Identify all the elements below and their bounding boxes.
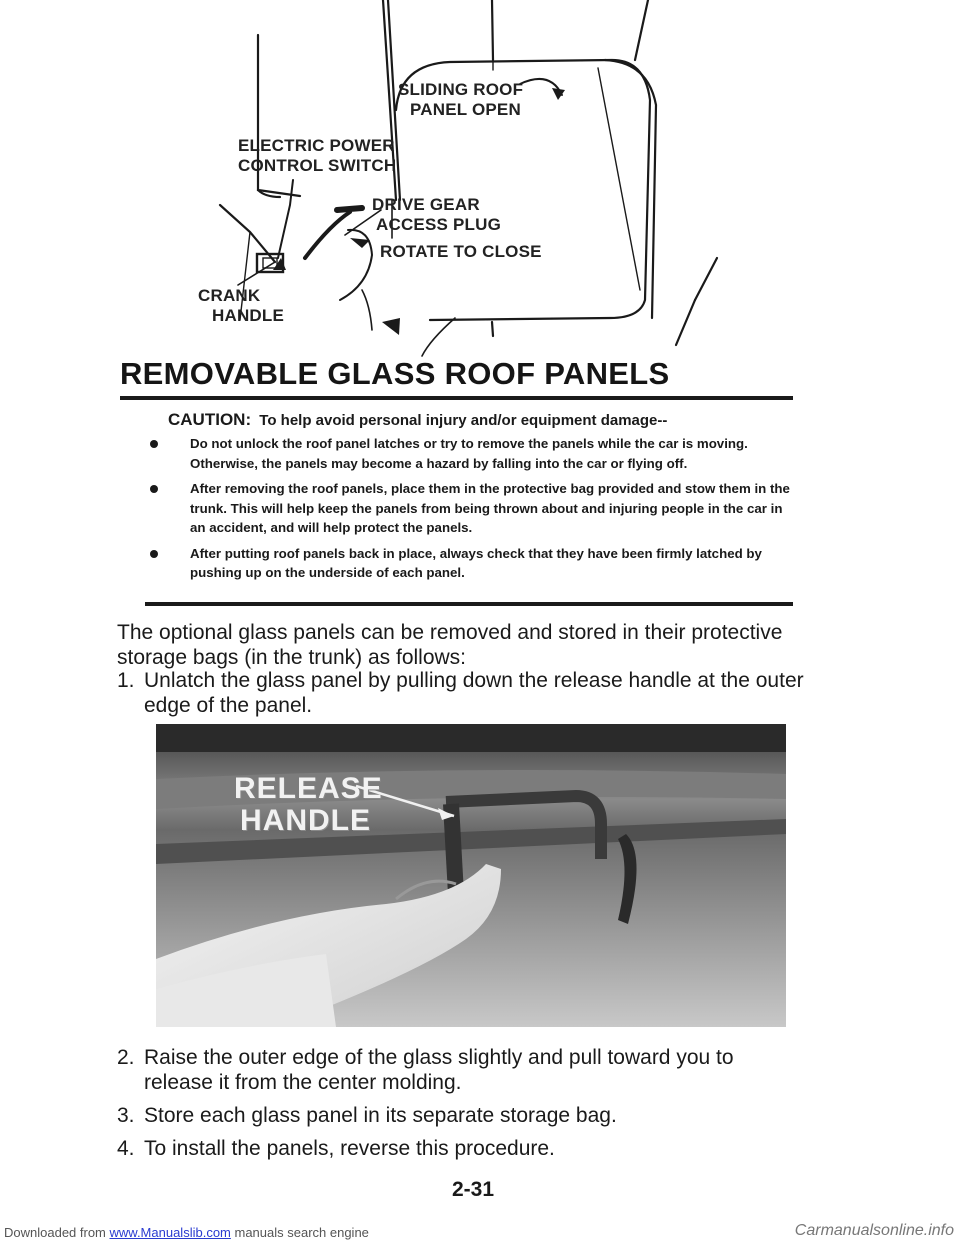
caution-item: Do not unlock the roof panel latches or try to remove the panels while the car is moving. Otherwise, the panels may become a hazard by falling into the car or flying off.	[168, 434, 793, 473]
footer-download-note: Downloaded from www.Manualslib.com manuals search engine	[4, 1225, 369, 1240]
step-item: 3. Store each glass panel in its separate storage bag.	[117, 1104, 617, 1127]
caution-list	[168, 434, 793, 589]
caution-item: After removing the roof panels, place them in the protective bag provided and stow them in the trunk. This will help keep the panels from being thrown about and injuring people in the car in an accident, and will help protect the panels.	[168, 479, 793, 538]
callout-electric-switch: ELECTRIC POWER CONTROL SWITCH	[238, 136, 397, 175]
callout-crank-handle: CRANK HANDLE	[198, 286, 285, 325]
bullet-icon	[150, 550, 158, 558]
callout-sliding-roof: SLIDING ROOF PANEL OPEN	[398, 80, 524, 119]
caution-label: CAUTION:	[168, 410, 252, 429]
step-item: 1. Unlatch the glass panel by pulling down the release handle at the outer edge of the panel.	[117, 669, 804, 717]
roof-diagram	[100, 0, 800, 360]
photo-drawing	[156, 724, 786, 1027]
caution-heading	[168, 410, 793, 431]
callout-drive-gear: DRIVE GEAR ACCESS PLUG	[372, 195, 501, 234]
release-handle-photo	[156, 724, 786, 1027]
page-number: 2-31	[452, 1178, 495, 1201]
section-title: REMOVABLE GLASS ROOF PANELS	[120, 356, 670, 391]
step-item: 4. To install the panels, reverse this procedure.	[117, 1137, 555, 1160]
callout-rotate: ROTATE TO CLOSE	[380, 242, 542, 261]
divider-bottom	[145, 602, 793, 606]
bullet-icon	[150, 485, 158, 493]
caution-lead: To help avoid personal injury and/or equipment damage--	[259, 412, 668, 429]
watermark: Carmanualsonline.info	[794, 1222, 954, 1239]
manualslib-link[interactable]: www.Manualslib.com	[109, 1225, 231, 1240]
step-item: 2. Raise the outer edge of the glass slightly and pull toward you to release it from the center molding.	[117, 1046, 734, 1094]
divider-top	[120, 396, 793, 400]
step-list-rest	[117, 1045, 807, 1169]
photo-label-handle: HANDLE	[240, 804, 371, 837]
caution-item: After putting roof panels back in place, always check that they have been firmly latched by pushing up on the underside of each panel.	[168, 544, 793, 583]
bullet-icon	[150, 440, 158, 448]
photo-label-release: RELEASE	[234, 772, 383, 805]
step-list-first	[117, 668, 807, 726]
footer	[0, 1224, 960, 1242]
intro-paragraph: The optional glass panels can be removed and stored in their protective storage bags (in the trunk) as follows:	[117, 621, 783, 669]
